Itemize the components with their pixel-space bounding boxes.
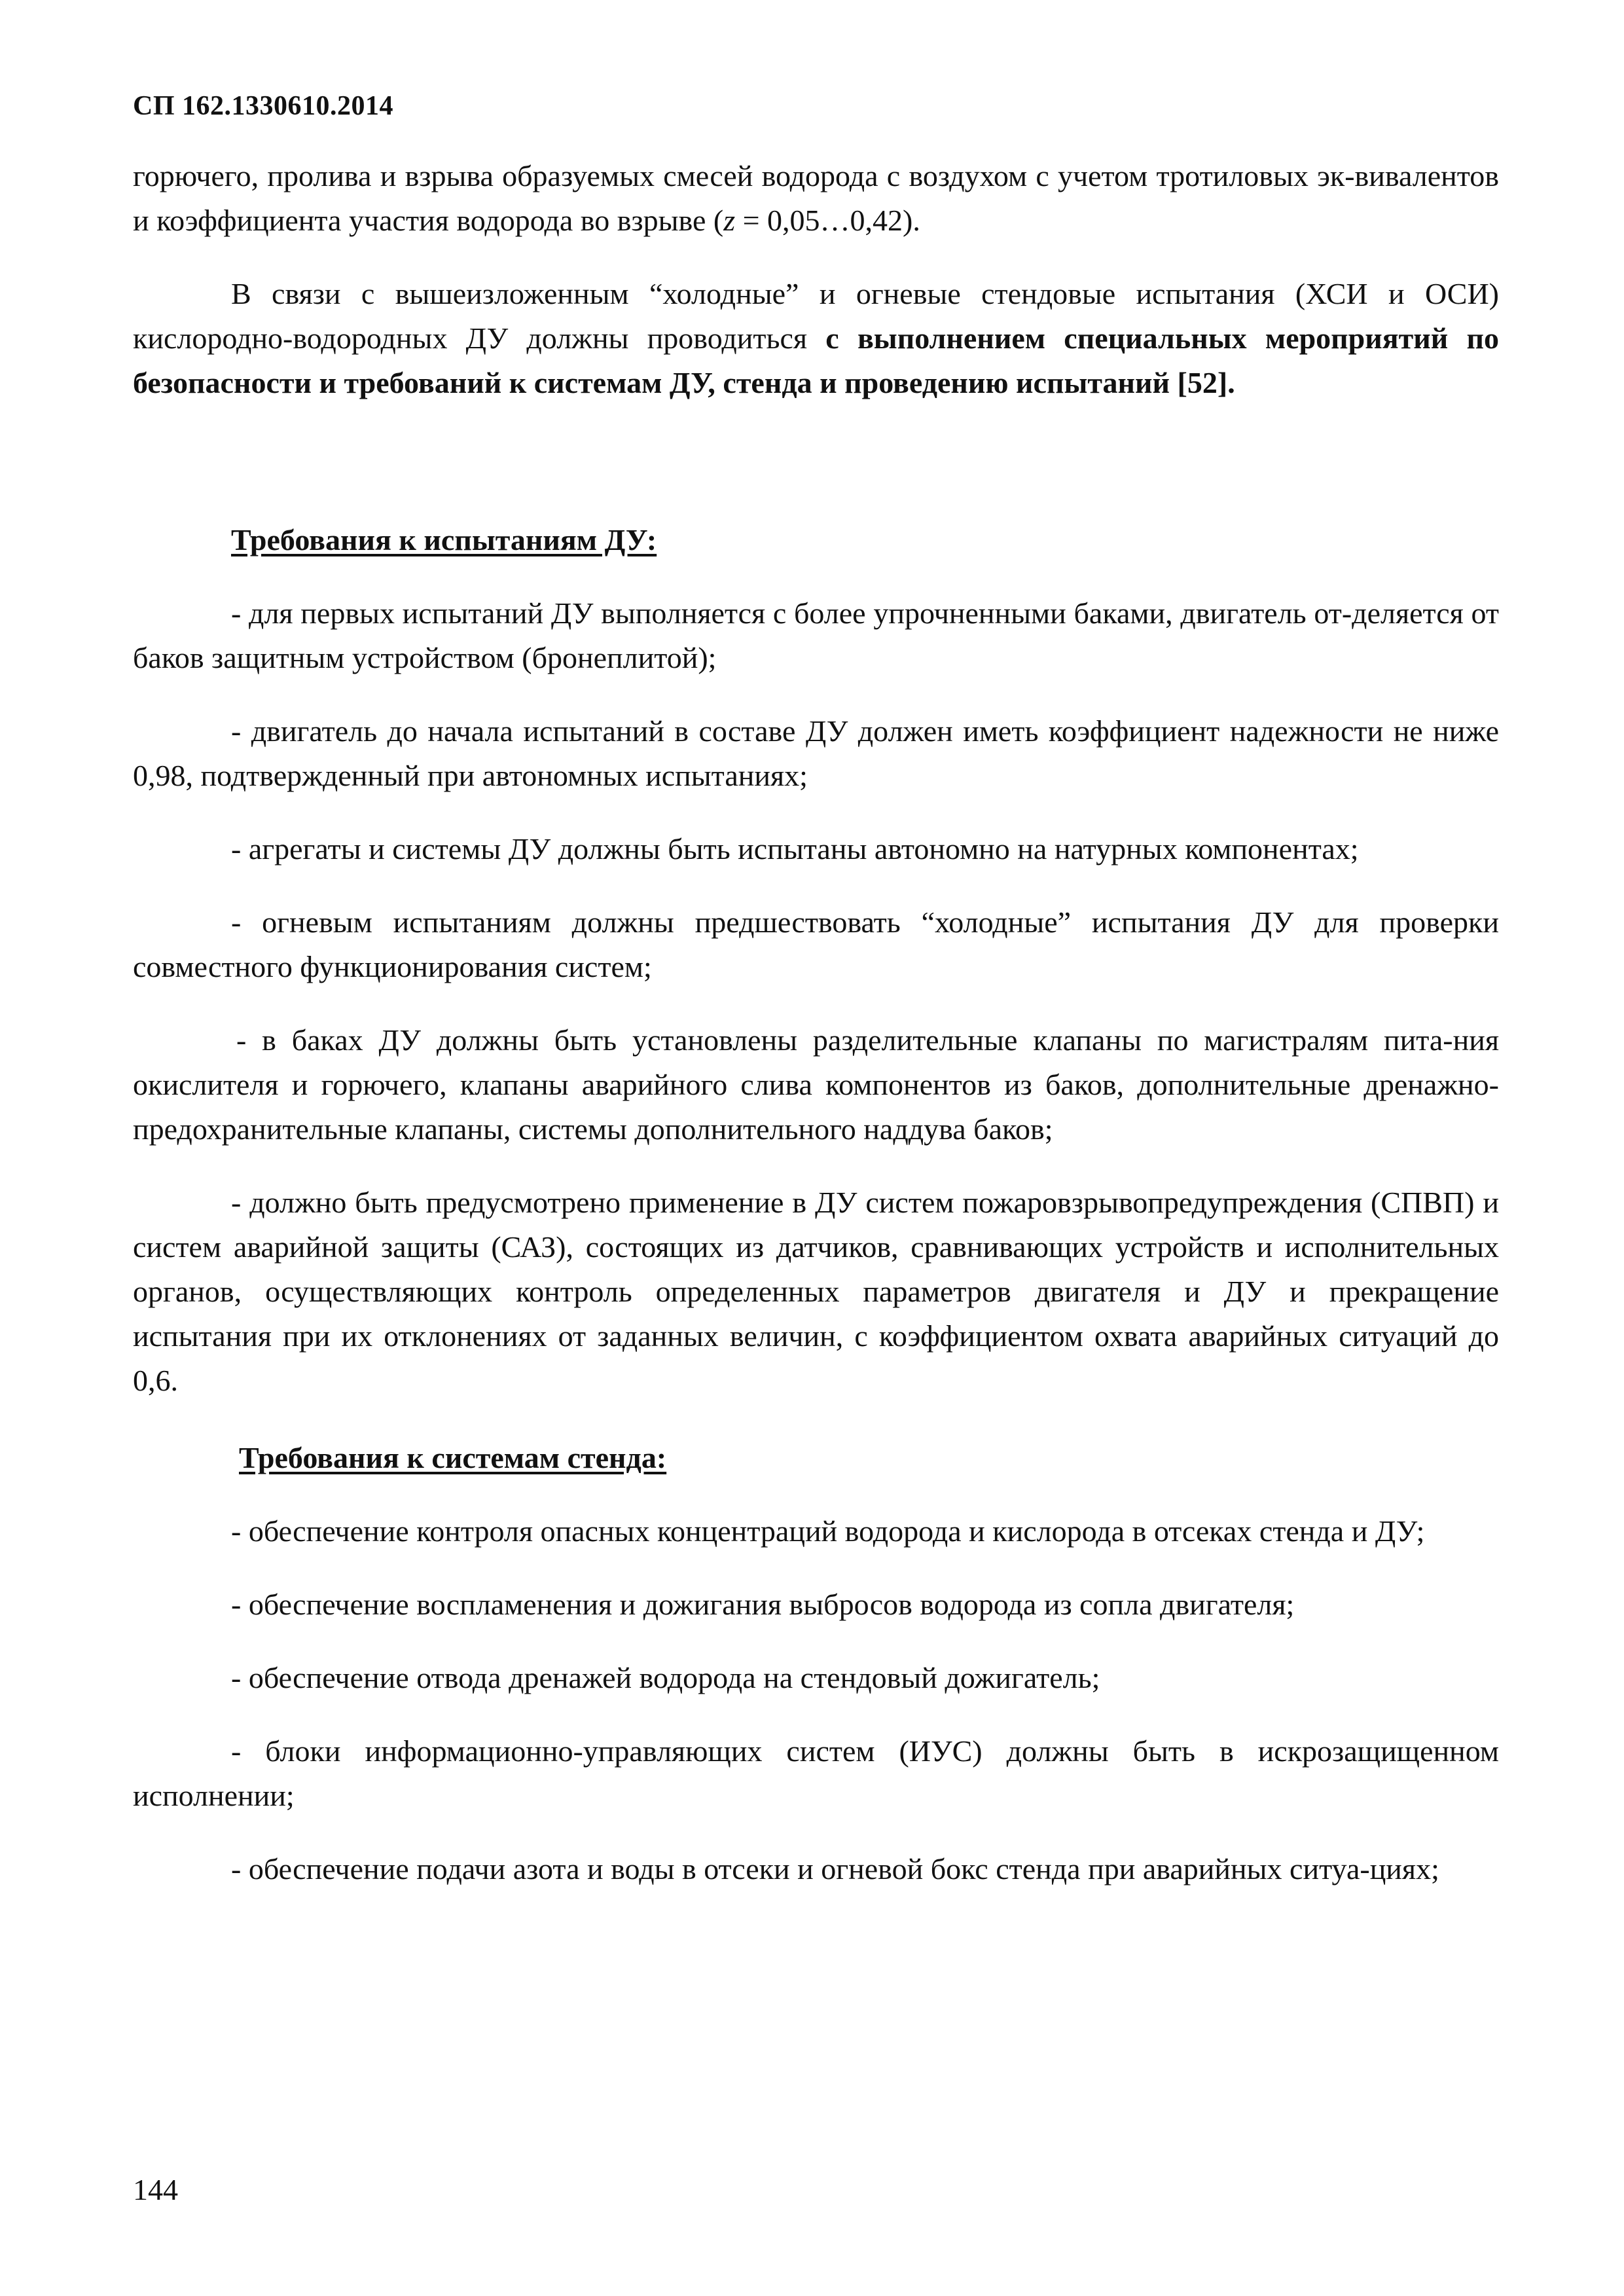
list-item: - агрегаты и системы ДУ должны быть испытаны автономно на натурных компонентах; — [231, 832, 1359, 866]
heading-du-test-requirements: Требования к испытаниям ДУ: — [231, 523, 657, 556]
document-body — [133, 154, 1499, 1891]
paragraph-text: В связи с вышеизложенным “холодные” и огневые стендовые испытания (ХСИ и ОСИ) кислородно-водородных ДУ должны проводиться — [133, 277, 1499, 355]
list-item: - должно быть предусмотрено применение в ДУ систем пожаровзрывопредупреждения (СПВП) и систем аварийной защиты (САЗ), состоящих из датчиков, сравнивающих устройств и исполнительных органов, осуществляющих контроль определенных параметров двигателя и ДУ и прекращение испытания при их отклонениях от заданных величин, с коэффициентом охвата аварийных ситуаций до 0,6. — [133, 1186, 1499, 1397]
variable-z: z — [723, 204, 736, 237]
list-item: - огневым испытаниям должны предшествовать “холодные” испытания ДУ для проверки совместного функционирования систем; — [133, 905, 1499, 983]
paragraph-continuation — [133, 154, 1499, 243]
paragraph-tests-intro — [133, 272, 1499, 405]
paragraph-text: горючего, пролива и взрыва образуемых смесей водорода с воздухом с учетом тротиловых эк-вивалентов и коэффициента участия водорода во взрыве ( — [133, 159, 1499, 237]
list-item: - обеспечение отвода дренажей водорода на стендовый дожигатель; — [231, 1661, 1100, 1694]
list-item: - обеспечение подачи азота и воды в отсеки и огневой бокс стенда при аварийных ситуа-циях; — [231, 1852, 1439, 1886]
list-item: - блоки информационно-управляющих систем (ИУС) должны быть в искрозащищенном исполнении; — [133, 1734, 1499, 1812]
document-code-header: СП 162.1330610.2014 — [133, 91, 393, 121]
paragraph-bold-text: с выполнением специальных мероприятий по безопасности и требований к системам ДУ, стенда и проведению испытаний [52]. — [133, 321, 1499, 399]
list-item: - обеспечение контроля опасных концентраций водорода и кислорода в отсеках стенда и ДУ; — [231, 1514, 1425, 1548]
list-item: - для первых испытаний ДУ выполняется с более упрочненными баками, двигатель от-деляется от баков защитным устройством (бронеплитой); — [133, 596, 1499, 674]
heading-stand-requirements: Требования к системам стенда: — [239, 1441, 667, 1474]
page-number: 144 — [133, 2173, 178, 2206]
list-item: - в баках ДУ должны быть установлены разделительные клапаны по магистралям пита-ния окислителя и горючего, клапаны аварийного слива компонентов из баков, дополнительные дренажно-предохранительные клапаны, системы дополнительного наддува баков; — [133, 1023, 1499, 1146]
list-item: - обеспечение воспламенения и дожигания выбросов водорода из сопла двигателя; — [231, 1588, 1295, 1621]
paragraph-text-tail: = 0,05…0,42). — [735, 204, 920, 237]
list-item: - двигатель до начала испытаний в составе ДУ должен иметь коэффициент надежности не ниже 0,98, подтвержденный при автономных испытаниях; — [133, 714, 1499, 792]
